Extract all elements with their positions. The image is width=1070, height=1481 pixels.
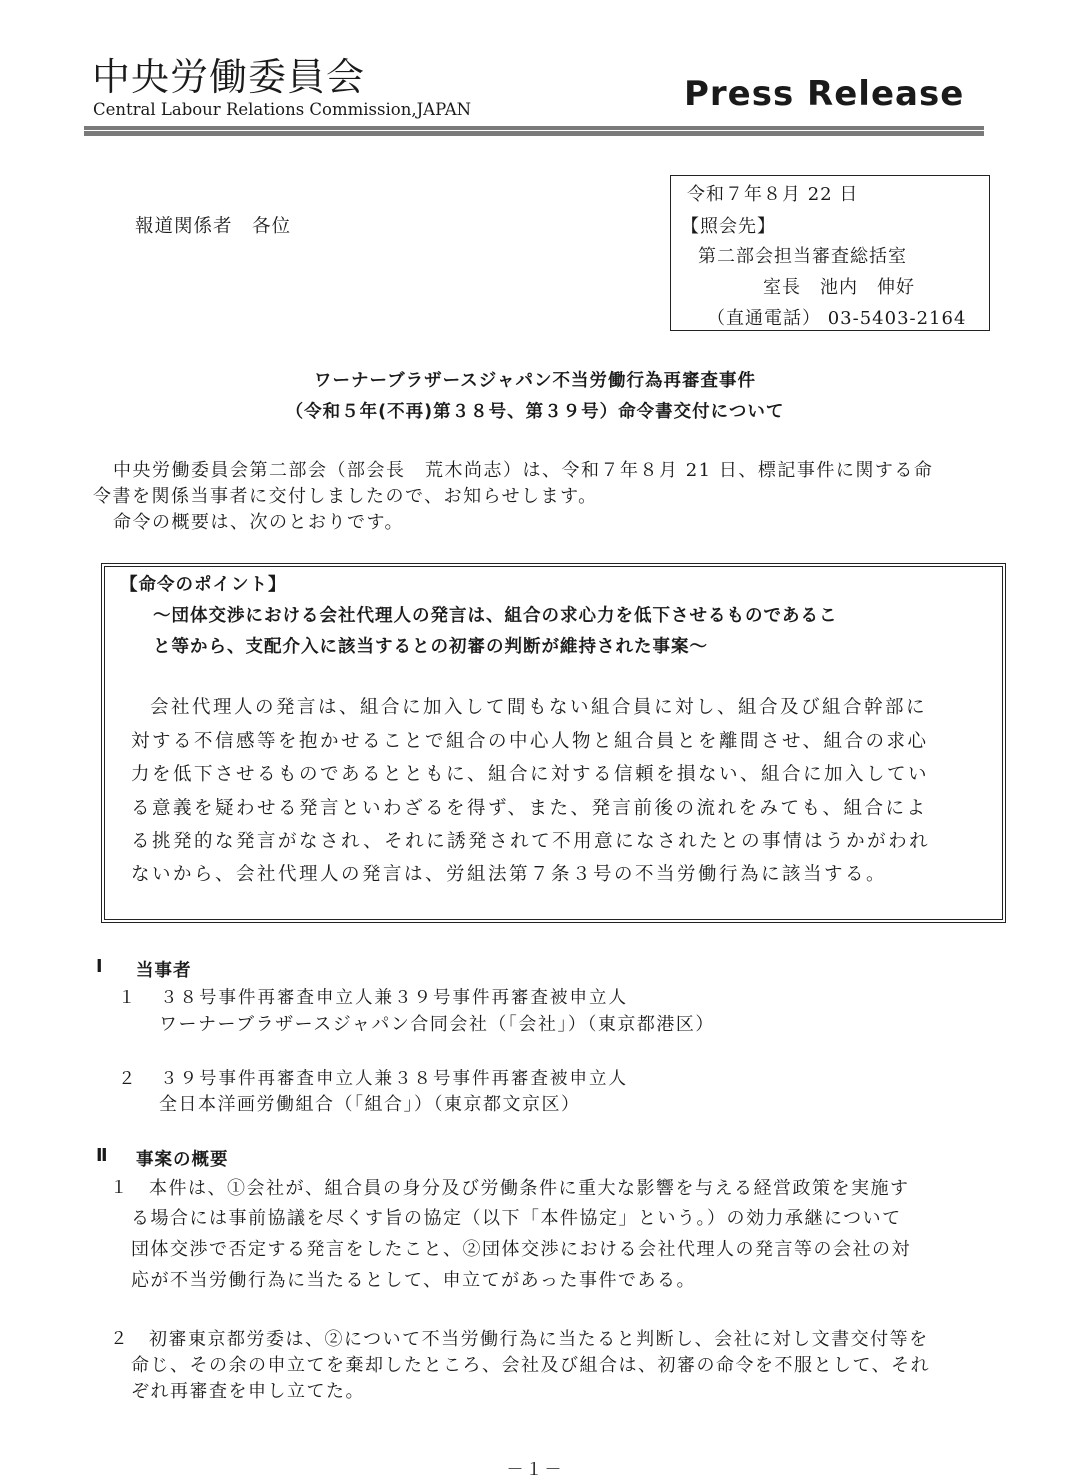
contact-phone: （直通電話） 03-5403-2164 bbox=[707, 308, 967, 329]
summary2-line: ぞれ再審査を申し立てた。 bbox=[131, 1381, 365, 1402]
party2-number: ２ bbox=[118, 1069, 136, 1089]
party2-name: 全日本洋画労働組合（「組合」）（東京都文京区） bbox=[159, 1094, 581, 1115]
intro-line3: 命令の概要は、次のとおりです。 bbox=[113, 512, 405, 533]
intro-line2: 令書を関係当事者に交付しましたので、お知らせします。 bbox=[93, 486, 598, 507]
section1-heading: 当事者 bbox=[136, 961, 192, 981]
release-date: 令和７年８月 22 日 bbox=[687, 184, 859, 205]
org-name-jp: 中央労働委員会 bbox=[92, 55, 366, 99]
section2-numeral: Ⅱ bbox=[96, 1146, 108, 1166]
point-body-line: 力を低下させるものであるとともに、組合に対する信頼を損ない、組合に加入してい bbox=[131, 764, 930, 785]
point-body-line: ないから、会社代理人の発言は、労組法第７条３号の不当労働行為に該当する。 bbox=[131, 864, 888, 885]
point-body-line: る意義を疑わせる発言といわざるを得ず、また、発言前後の流れをみても、組合によ bbox=[131, 798, 928, 819]
document-title-line2: （令和５年(不再)第３８号、第３９号）命令書交付について bbox=[285, 402, 785, 422]
point-body-line: 会社代理人の発言は、組合に加入して間もない組合員に対し、組合及び組合幹部に bbox=[150, 697, 928, 718]
summary1-line: 応が不当労働行為に当たるとして、申立てがあった事件である。 bbox=[131, 1270, 696, 1291]
point-summary-line2: と等から、支配介入に該当するとの初審の判断が維持された事案～ bbox=[153, 637, 708, 657]
intro-line1: 中央労働委員会第二部会（部会長 荒木尚志）は、令和７年８月 21 日、標記事件に関する命 bbox=[113, 460, 934, 481]
header-divider-thick bbox=[84, 131, 984, 136]
party1-number: １ bbox=[118, 988, 136, 1008]
contact-office: 第二部会担当審査総括室 bbox=[698, 246, 907, 267]
section2-heading: 事案の概要 bbox=[136, 1150, 229, 1170]
contact-heading: 【照会先】 bbox=[681, 216, 776, 237]
summary2-line: 命じ、その余の申立てを棄却したところ、会社及び組合は、初審の命令を不服として、それ bbox=[131, 1355, 931, 1376]
party2-role: ３９号事件再審査申立人兼３８号事件再審査被申立人 bbox=[160, 1069, 628, 1089]
party1-name: ワーナーブラザースジャパン合同会社（「会社」）（東京都港区） bbox=[159, 1014, 715, 1035]
header-divider bbox=[84, 126, 984, 130]
point-summary-line1: ～団体交渉における会社代理人の発言は、組合の求心力を低下させるものであるこ bbox=[153, 606, 838, 626]
document-title-line1: ワーナーブラザースジャパン不当労働行為再審査事件 bbox=[314, 371, 756, 391]
summary1-line: る場合には事前協議を尽くす旨の協定（以下「本件協定」という。）の効力承継について bbox=[131, 1208, 902, 1229]
summary1-line: 本件は、①会社が、組合員の身分及び労働条件に重大な影響を与える経営政策を実施す bbox=[149, 1178, 910, 1199]
point-body-line: 対する不信感等を抱かせることで組合の中心人物と組合員とを離間させ、組合の求心 bbox=[131, 731, 929, 752]
section1-numeral: Ⅰ bbox=[96, 957, 103, 977]
point-body-line: る挑発的な発言がなされ、それに誘発されて不用意になされたとの事情はうかがわれ bbox=[131, 831, 931, 852]
page-number: －１－ bbox=[506, 1460, 564, 1480]
summary2-number: ２ bbox=[110, 1329, 128, 1349]
addressee: 報道関係者 各位 bbox=[135, 216, 292, 237]
summary1-line: 団体交渉で否定する発言をしたこと、②団体交渉における会社代理人の発言等の会社の対 bbox=[131, 1239, 911, 1260]
point-box-heading: 【命令のポイント】 bbox=[120, 575, 287, 595]
summary1-number: １ bbox=[110, 1178, 128, 1198]
summary2-line: 初審東京都労委は、②について不当労働行為に当たると判断し、会社に対し文書交付等を bbox=[149, 1329, 929, 1350]
contact-person: 室長 池内 伸好 bbox=[763, 277, 915, 298]
org-name-en: Central Labour Relations Commission,JAPAN bbox=[93, 100, 472, 119]
press-release-label: Press Release bbox=[684, 74, 965, 114]
contact-box bbox=[670, 175, 990, 331]
party1-role: ３８号事件再審査申立人兼３９号事件再審査被申立人 bbox=[160, 988, 628, 1008]
